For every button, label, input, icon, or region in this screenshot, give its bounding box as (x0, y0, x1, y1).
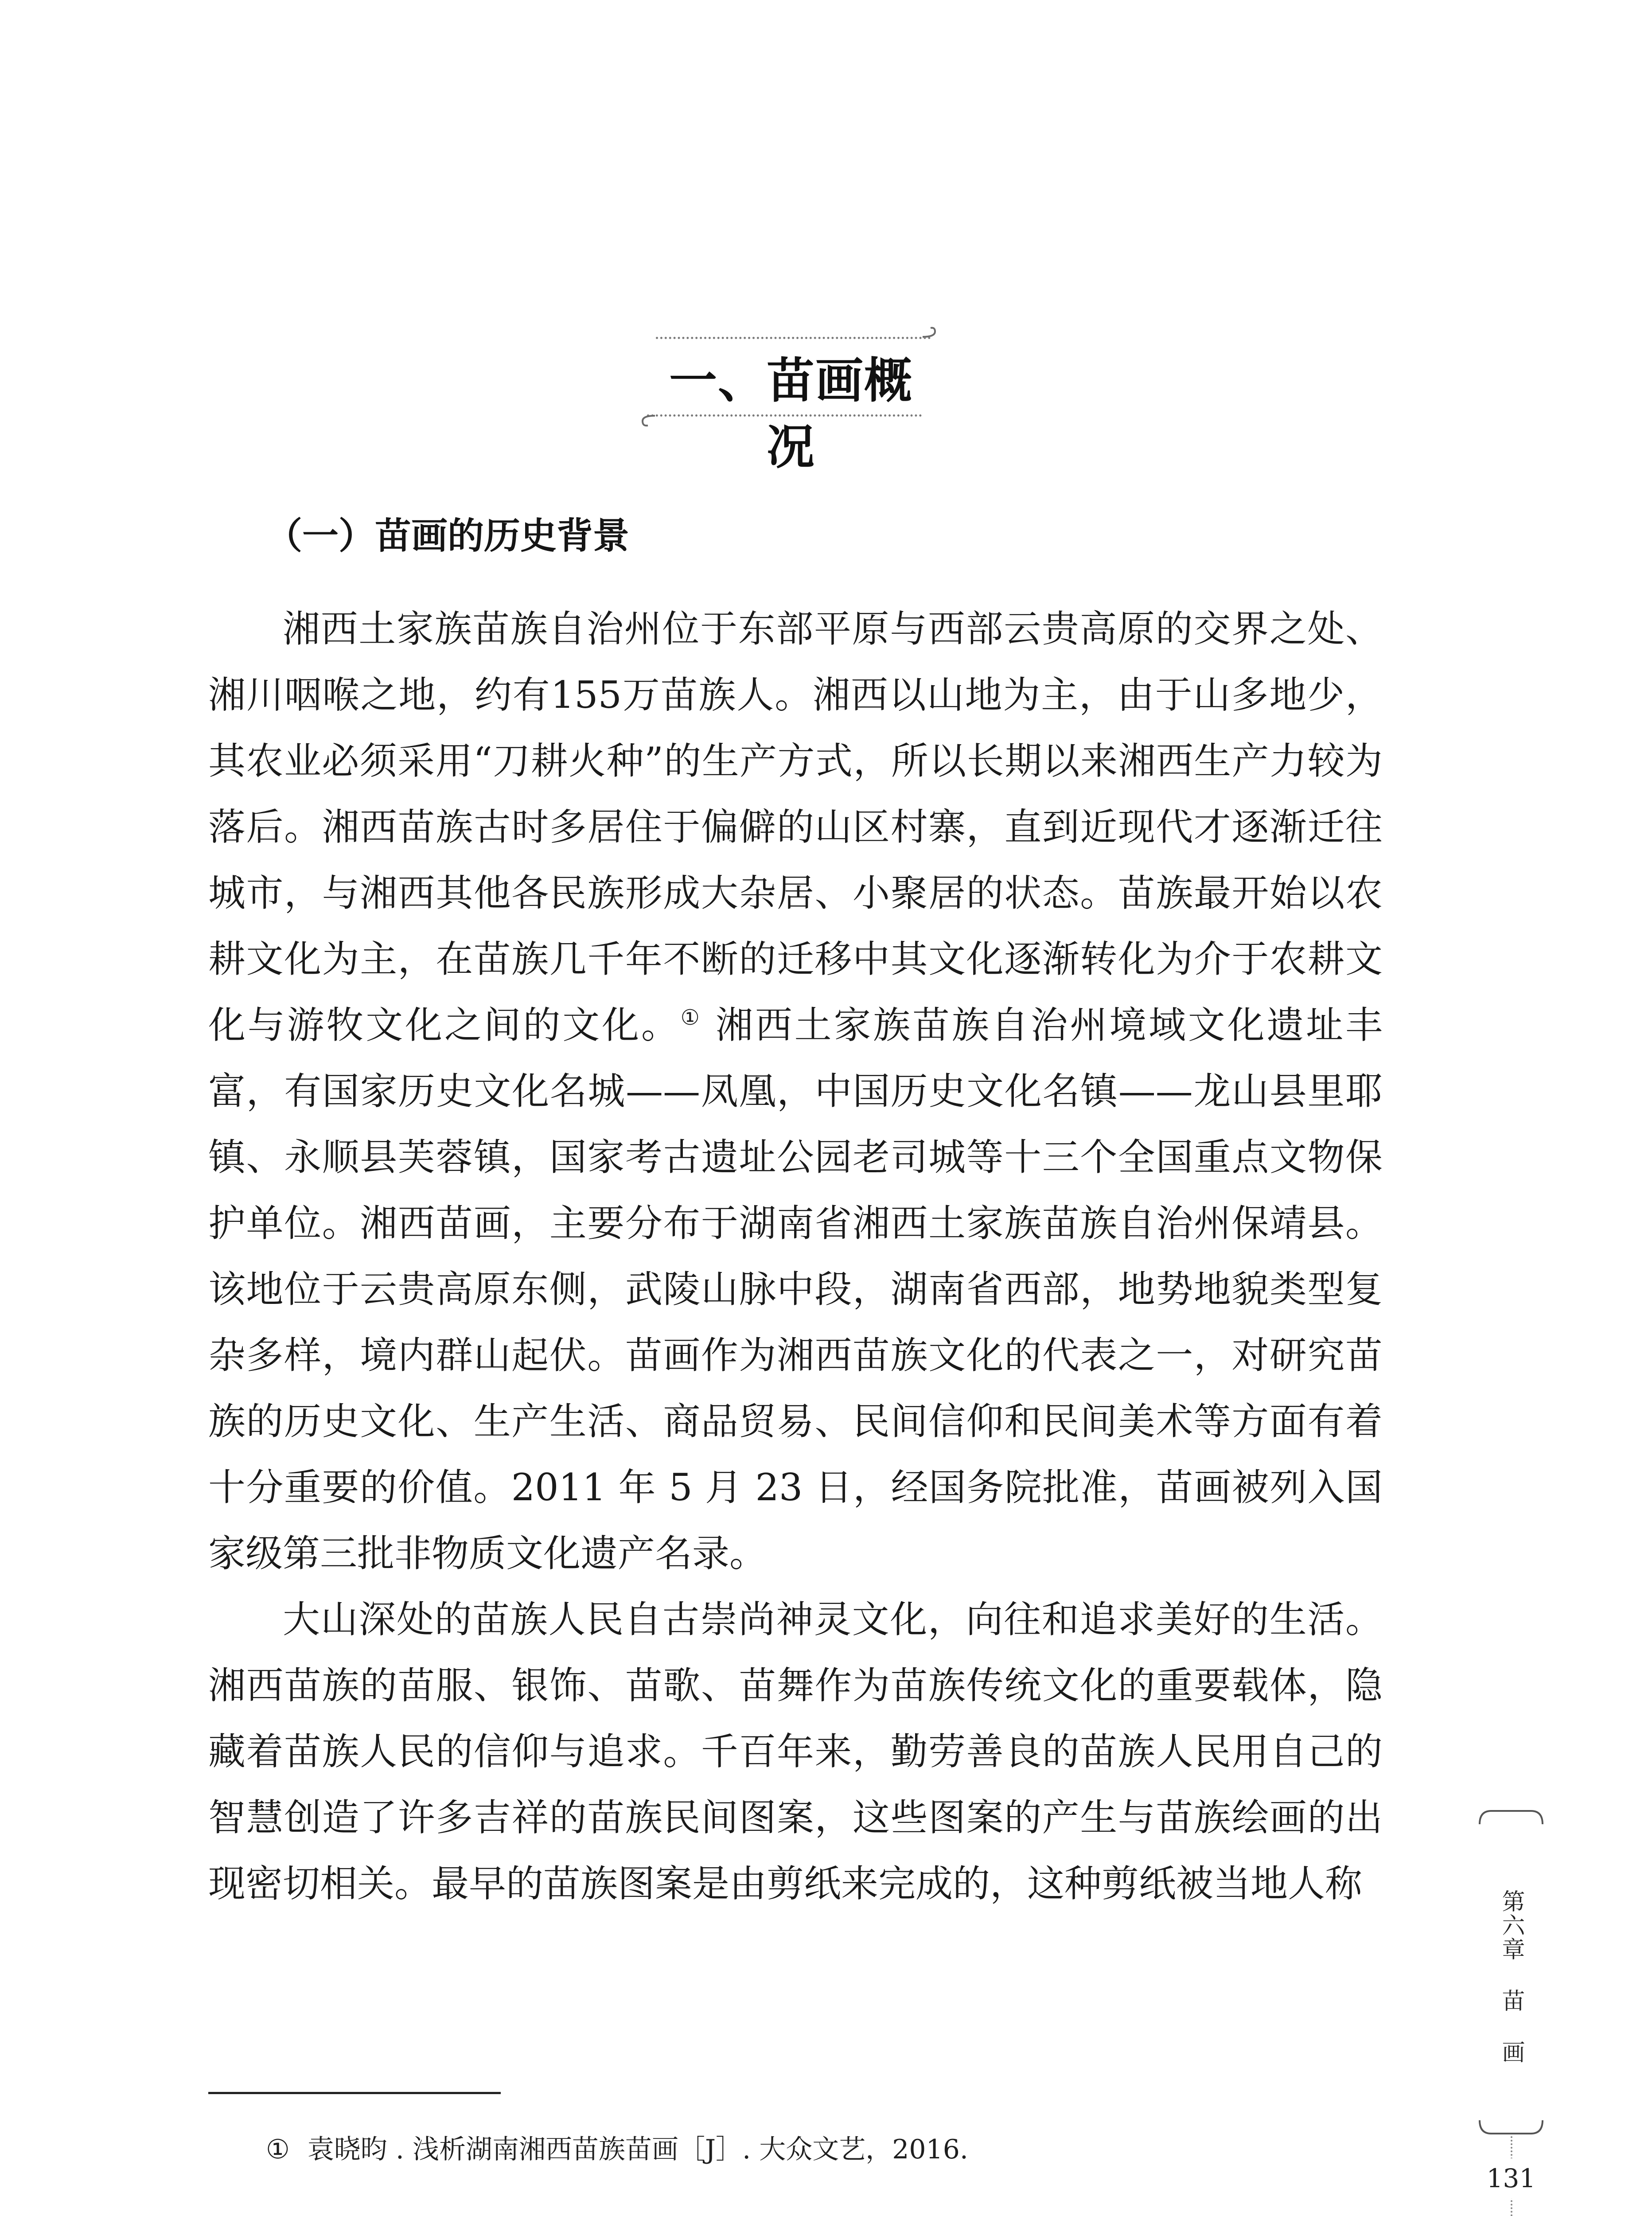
section-heading (638, 306, 939, 475)
chapter-side-tab (1473, 1808, 1549, 2216)
footnote-divider (208, 2092, 501, 2094)
tab-bracket-icon (1478, 2118, 1544, 2136)
page-number: 131 (1473, 2158, 1549, 2198)
footnote-reference[interactable]: ① (680, 1005, 702, 1030)
footnote (266, 2127, 1352, 2172)
decorative-rule (656, 337, 931, 339)
tab-bracket-icon (1478, 1808, 1544, 1826)
footnote-text: 袁晓昀 . 浅析湖南湘西苗族苗画［J］. 大众文艺，2016. (307, 2134, 968, 2165)
chapter-label: 第六章 苗 画 (1498, 1889, 1524, 2064)
footnote-mark: ① (266, 2134, 290, 2165)
section-title: 一、苗画概况 (669, 353, 913, 475)
body-text (208, 596, 1383, 1917)
paragraph: 大山深处的苗族人民自古崇尚神灵文化，向往和追求美好的生活。湘西苗族的苗服、银饰、苗歌、苗舞作为苗族传统文化的重要载体，隐藏着苗族人民的信仰与追求。千百年来，勤劳善良的苗族人民用自己的智慧创造了许多吉祥的苗族民间图案，这些图案的产生与苗族绘画的出现密切相关。最早的苗族图案是由剪纸来完成的，这种剪纸被当地人称 (208, 1598, 1383, 1905)
subsection-title: （一）苗画的历史背景 (266, 515, 630, 557)
ornament-curl-icon (638, 412, 656, 430)
decorative-rule (647, 414, 922, 417)
paragraph: 湘西土家族苗族自治州位于东部平原与西部云贵高原的交界之处、湘川咽喉之地，约有155万苗族人。湘西以山地为主，由于山多地少，其农业必须采用“刀耕火种”的生产方式，所以长期以来湘西生产力较为落后。湘西苗族古时多居住于偏僻的山区村寨，直到近现代才逐渐迁往城市，与湘西其他各民族形成大杂居、小聚居的状态。苗族最开始以农耕文化为主，在苗族几千年不断的迁移中其文化逐渐转化为介于农耕文化与游牧文化之间的文化。① 湘西土家族苗族自治州境域文化遗址丰富，有国家历史文化名城——凤凰，中国历史文化名镇——龙山县里耶镇、永顺县芙蓉镇，国家考古遗址公园老司城等十三个全国重点文物保护单位。湘西苗画，主要分布于湖南省湘西土家族苗族自治州保靖县。该地位于云贵高原东侧，武陵山脉中段，湖南省西部，地势地貌类型复杂多样，境内群山起伏。苗画作为湘西苗族文化的代表之一，对研究苗族的历史文化、生产生活、商品贸易、民间信仰和民间美术等方面有着十分重要的价值。2011 年 5 月 23 日，经国务院批准，苗画被列入国家级第三批非物质文化遗产名录。 (208, 607, 1383, 1575)
